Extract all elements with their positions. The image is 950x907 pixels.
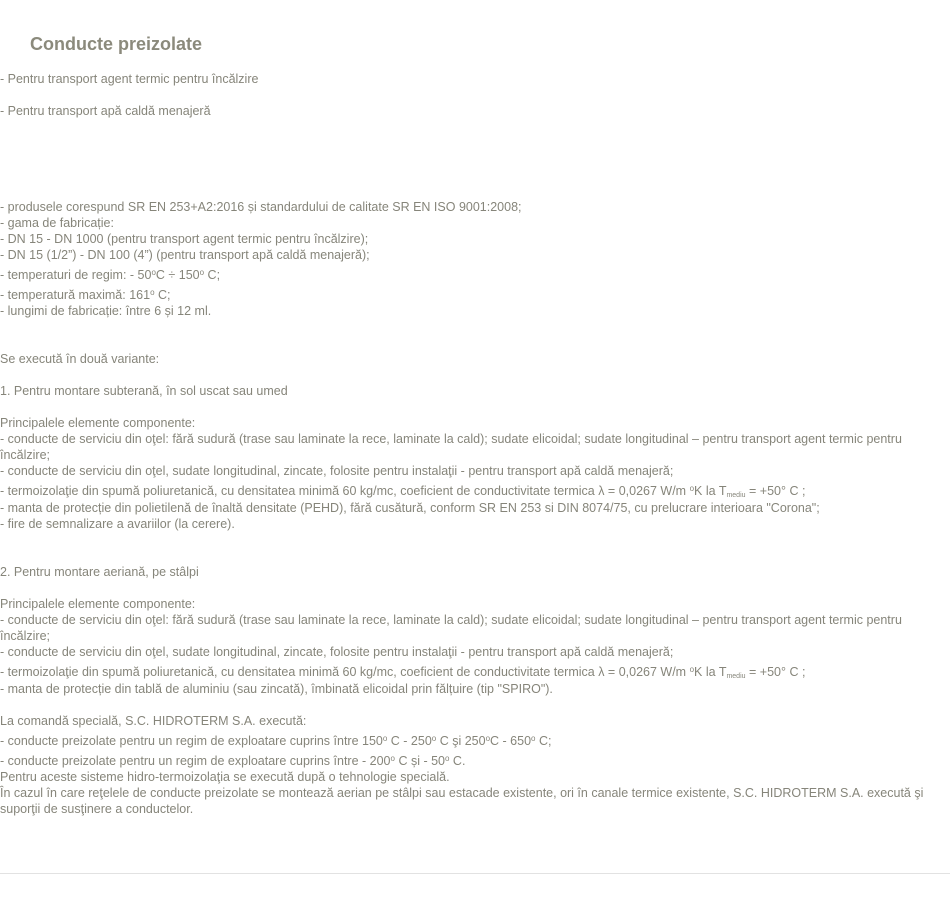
special-order-intro: La comandă specială, S.C. HIDROTERM S.A. execută: [0,714,307,728]
variant2-element-insulation: - termoizolaţie din spumă poliuretanică, cu densitatea minimă 60 kg/mc, coeficient de conductivitate termica λ = 0,0267 W/m $^o$K la $T_{mediu} = +50^\circ$ C ; [0,665,806,680]
spec-range-label: - gama de fabricație: [0,216,114,230]
variant1-element-alarm-wires: - fire de semnalizare a avariilor (la cerere). [0,517,235,531]
variant2-element-zinc-pipes: - conducte de serviciu din oţel, sudate longitudinal, zincate, folosite pentru instalaţii - pentru transport apă caldă menajeră; [0,645,674,659]
page-title: Conducte preizolate [30,34,203,54]
variant1-element-steel-pipes: - conducte de serviciu din oţel: fără sudură (trase sau laminate la rece, laminate la cald); sudate elicoidal; sudate longitudinal – pentru transport agent termic pentru încălzire; [0,432,902,462]
use-hot-water: - Pentru transport apă caldă menajeră [0,104,211,118]
variant1-element-jacket: - manta de protecție din polietilenă de înaltă densitate (PEHD), fără cusătură, conform SR EN 253 si DIN 8074/75, cu prelucrare interioara "Corona"; [0,501,820,515]
use-heating: - Pentru transport agent termic pentru încălzire [0,72,259,86]
variant2-elements-label: Principalele elemente componente: [0,597,196,611]
footer-divider [0,873,950,874]
variant2-element-steel-pipes: - conducte de serviciu din oţel: fără sudură (trase sau laminate la rece, laminate la cald); sudate elicoidal; sudate longitudinal – pentru transport agent termic pentru încălzire; [0,613,902,643]
special-order-high-temp: - conducte preizolate pentru un regim de exploatare cuprins între 150$^o$ C - 250$^o$ C şi 250$^o$C - 650$^o$ C; [0,734,552,748]
spec-temperature-range: - temperaturi de regim: - $50^oC \div 150^o$ C; [0,268,221,282]
spec-max-temperature: - temperatură maximă: 161$^o$ C; [0,288,171,302]
spec-standards: - produsele corespund SR EN 253+A2:2016 și standardului de calitate SR EN ISO 9001:2008; [0,200,522,214]
special-order-low-temp: - conducte preizolate pentru un regim de exploatare cuprins între - 200$^o$ C și - 50$^o$ C. [0,754,466,768]
variant2-element-jacket: - manta de protecție din tablă de aluminiu (sau zincată), îmbinată elicoidal prin fălțuire (tip "SPIRO"). [0,682,553,696]
variant1-heading: 1. Pentru montare subterană, în sol uscat sau umed [0,384,288,398]
variant1-element-zinc-pipes: - conducte de serviciu din oţel, sudate longitudinal, zincate, folosite pentru instalaţii - pentru transport apă caldă menajeră; [0,464,674,478]
variant1-elements-label: Principalele elemente componente: [0,416,196,430]
variants-intro: Se execută în două variante: [0,352,160,366]
spec-range-water: - DN 15 (1/2”) - DN 100 (4”) (pentru transport apă caldă menajeră); [0,248,370,262]
spec-range-heating: - DN 15 - DN 1000 (pentru transport agent termic pentru încălzire); [0,232,369,246]
spec-lengths: - lungimi de fabricație: între 6 și 12 ml. [0,304,212,318]
variant1-element-insulation: - termoizolaţie din spumă poliuretanică, cu densitatea minimă 60 kg/mc, coeficient de conductivitate termica λ = 0,0267 W/m $^o$K la $T_{mediu} = +50^\circ$ C ; [0,484,806,499]
special-supports-note: În cazul în care reţelele de conducte preizolate se montează aerian pe stâlpi sau estacade existente, ori în canale termice existente, S.C. HIDROTERM S.A. execută şi suporţii de susţinere a conductelor. [0,786,924,816]
variant2-heading: 2. Pentru montare aeriană, pe stâlpi [0,565,199,579]
special-technology-note: Pentru aceste sisteme hidro-termoizolaţia se execută după o tehnologie specială. [0,770,450,784]
